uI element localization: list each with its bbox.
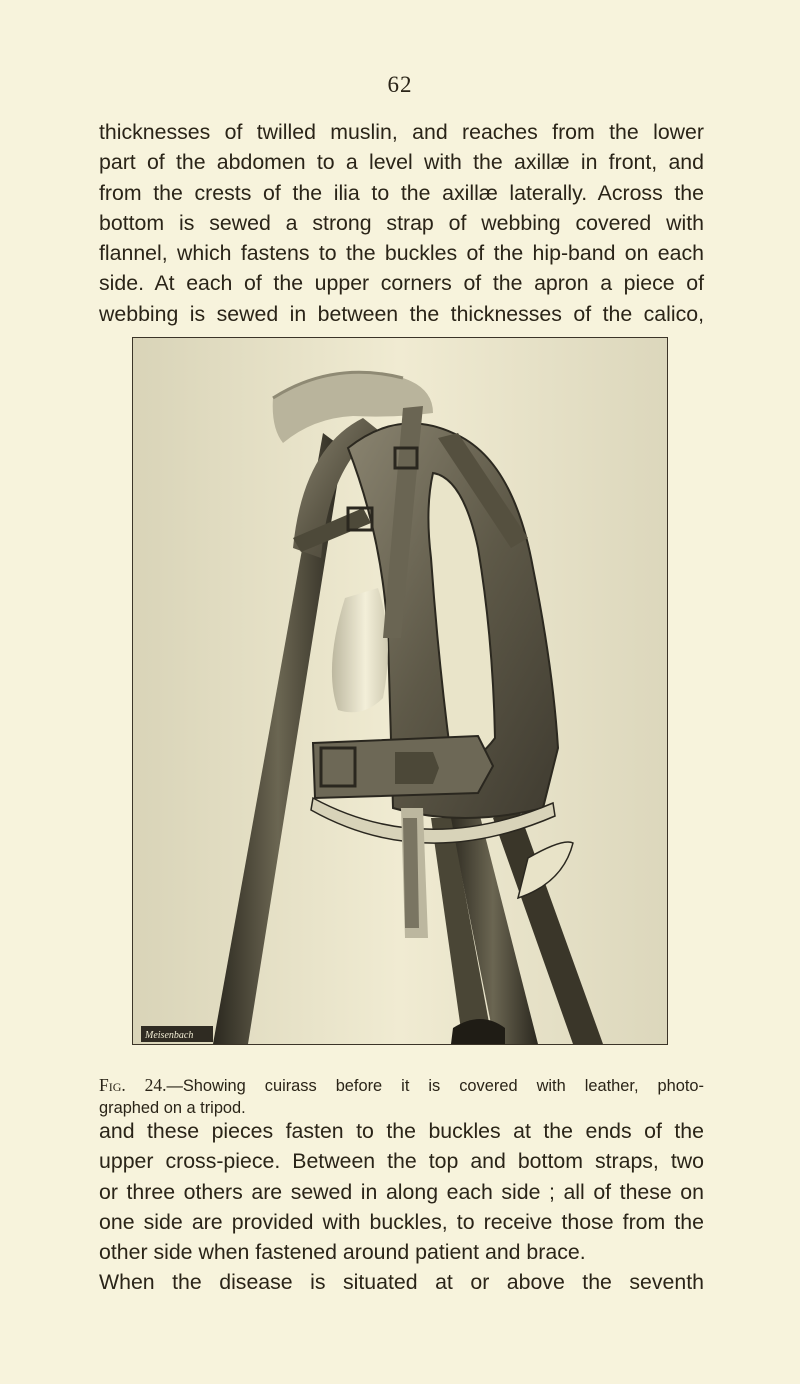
page-number: 62	[387, 72, 413, 97]
text-line: part of the abdomen to a level with the axillæ in front, and	[99, 150, 704, 175]
figure-caption	[99, 1074, 704, 1119]
text-line: upper cross-piece. Between the top and bottom straps, two	[99, 1149, 704, 1174]
caption-line	[99, 1074, 704, 1097]
text-line: bottom is sewed a strong strap of webbing covered with	[99, 210, 704, 235]
paragraph-top	[99, 117, 704, 329]
caption-text: —Showing cuirass before it is covered with leather, photo-	[166, 1077, 704, 1095]
text-line: flannel, which fastens to the buckles of the hip-band on each	[99, 241, 704, 266]
caption-line: graphed on a tripod.	[99, 1099, 246, 1117]
text-line: other side when fastened around patient and brace.	[99, 1240, 586, 1265]
text-line: from the crests of the ilia to the axillæ laterally. Across the	[99, 180, 704, 205]
text-line: one side are provided with buckles, to receive those from the	[99, 1209, 704, 1234]
text-line: When the disease is situated at or above the seventh	[99, 1270, 704, 1295]
engraver-signature: Meisenbach	[145, 1030, 194, 1041]
text-line: thicknesses of twilled muslin, and reaches from the lower	[99, 120, 704, 144]
caption-figure-label: Fig. 24.	[99, 1075, 167, 1095]
text-line: or three others are sewed in along each side ; all of these on	[99, 1179, 704, 1204]
text-line: webbing is sewed in between the thicknesses of the calico,	[99, 301, 704, 326]
paragraph-bottom	[99, 1116, 704, 1298]
text-line: and these pieces fasten to the buckles at the ends of the	[99, 1119, 704, 1143]
figure-plate	[132, 337, 668, 1045]
cuirass-photograph	[133, 338, 667, 1044]
text-line: side. At each of the upper corners of the apron a piece of	[99, 271, 704, 296]
